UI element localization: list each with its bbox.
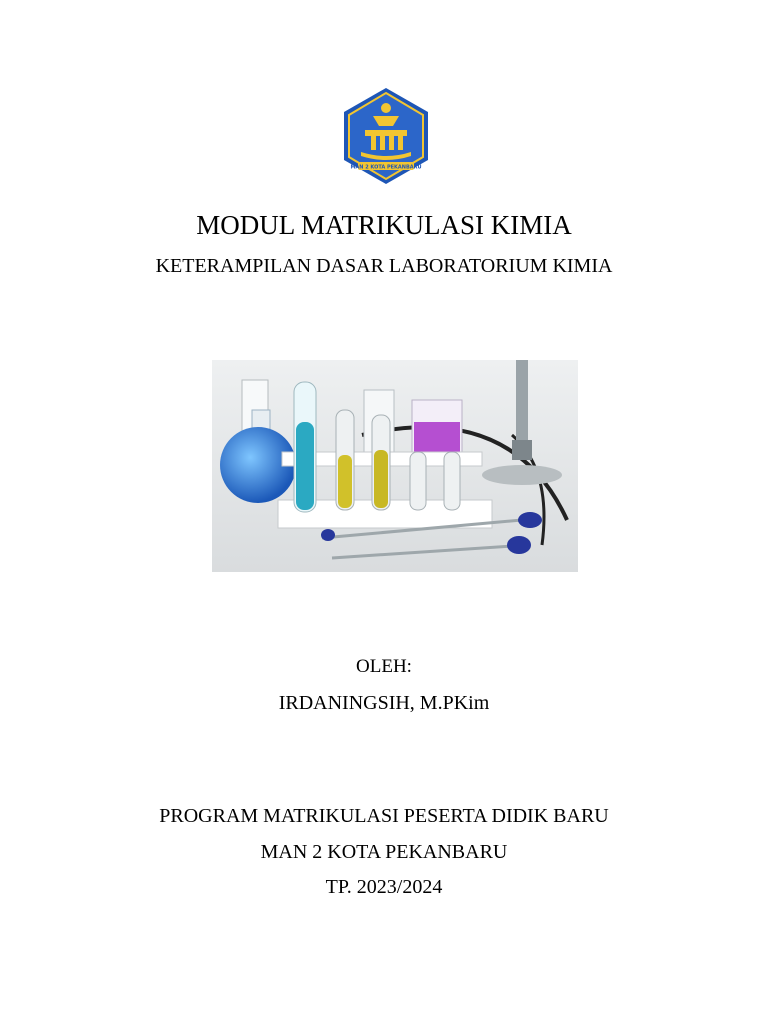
school-name: MAN 2 KOTA PEKANBARU	[260, 841, 508, 863]
school-emblem-icon	[341, 86, 431, 186]
document-subtitle: KETERAMPILAN DASAR LABORATORIUM KIMIA	[155, 255, 613, 277]
laboratory-glassware-photo	[212, 360, 578, 572]
logo-text: MAN 2 KOTA PEKANBARU	[350, 164, 422, 171]
academic-year: TP. 2023/2024	[325, 876, 443, 898]
author-name: IRDANINGSIH, M.PKim	[278, 692, 490, 714]
author-label: OLEH:	[356, 656, 412, 677]
program-name: PROGRAM MATRIKULASI PESERTA DIDIK BARU	[159, 805, 609, 827]
document-title: MODUL MATRIKULASI KIMIA	[196, 210, 572, 240]
